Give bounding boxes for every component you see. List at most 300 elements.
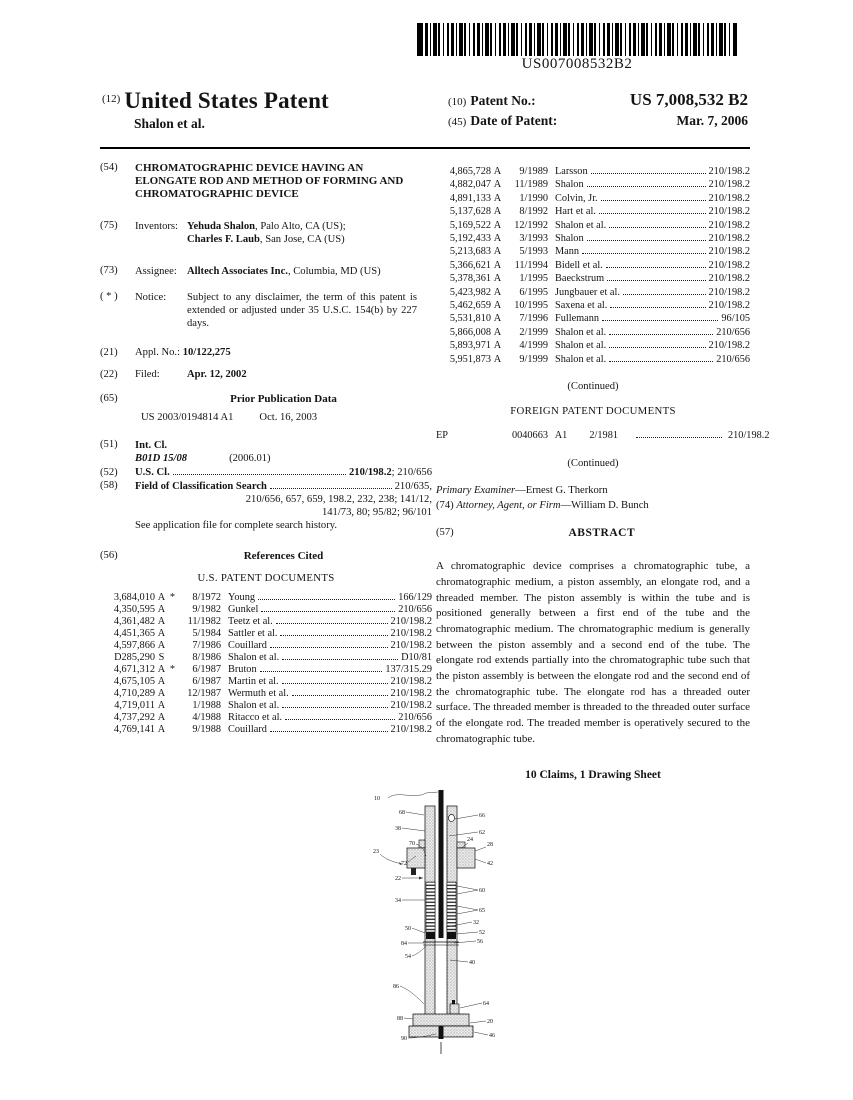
examiner-label: Primary Examiner (436, 485, 516, 497)
citation-number: 4,891,133 (449, 192, 491, 204)
citation-number: 5,866,008 (449, 326, 491, 338)
appl-no-block (135, 347, 432, 358)
citation-kind: A (493, 179, 502, 191)
section-52 (100, 467, 432, 478)
citation-name: Mann (555, 246, 580, 258)
figure-ref-label: 40 (469, 960, 475, 966)
citation-date: 9/1982 (192, 604, 221, 615)
intcl-row (135, 452, 432, 465)
notice-num: ( * ) (100, 291, 118, 302)
figure-ref-label: 50 (405, 926, 411, 932)
citation-number: 5,951,873 (449, 353, 491, 365)
citation-kind: A (157, 592, 166, 603)
citation-kind: A (493, 233, 502, 245)
citation-number: 4,710,289 (113, 688, 155, 699)
citation-date: 9/1999 (519, 353, 548, 365)
date-value: Mar. 7, 2006 (676, 113, 748, 128)
us-patent-list-left (100, 592, 432, 736)
citation-name: Shalon et al. (555, 326, 607, 338)
claims-line: 10 Claims, 1 Drawing Sheet (525, 768, 661, 781)
citation-date: 1/1990 (519, 192, 548, 204)
dot-leader (173, 474, 346, 475)
patent-drawing (366, 786, 518, 1056)
abstract-header: ABSTRACT (568, 527, 636, 540)
citation-class: 166/129 (398, 592, 432, 603)
dot-leader (587, 240, 706, 241)
citation-kind: A (157, 688, 166, 699)
section-65-num: (65) (100, 393, 118, 404)
citation-name: Couillard (228, 724, 267, 735)
section-54 (100, 162, 432, 201)
citation-class: D10/81 (401, 652, 432, 663)
abstract-text: A chromatographic device comprises a chromatographic tube, a chromatographic medium, a piston assembly, an elongate rod, and a threaded member. The piston assembly is within the tube and is positioned generally between a first end of the tube and the chromatographic medium. The chromatographic medium is generally between the piston assembly and a second end of the tube. The elongate rod extends partially into the chromatographic tube such that the piston assembly is between the elongate rod and the second end of the chromatographic tube. The elongate rod has a threaded outer surface. The threaded member is threaded to the threaded outer surface of the elongate rod. The treaded member is operatively secured to the chromatographic tube. (436, 560, 750, 745)
citation-number: 5,531,810 (449, 313, 491, 325)
elongate-rod (439, 790, 444, 938)
attorney-label: Attorney, Agent, or Firm (456, 499, 561, 511)
citation-date: 6/1987 (192, 664, 221, 675)
citation-kind: A (157, 664, 166, 675)
date-label: Date of Patent: (470, 113, 558, 128)
figure-ref-label: 23 (373, 849, 379, 855)
foreign-country: EP (436, 430, 449, 442)
section-56-num: (56) (100, 550, 118, 561)
citation-row (100, 724, 432, 736)
section-58-num: (58) (100, 480, 118, 491)
citation-name: Saxena et al. (555, 300, 608, 312)
citation-date: 9/1989 (519, 166, 548, 177)
citation-row (100, 676, 432, 688)
citation-class: 210/656 (398, 712, 432, 723)
figure-ref-label: 88 (397, 1016, 403, 1022)
citation-date: 3/1993 (519, 233, 548, 245)
citation-date: 11/1982 (187, 616, 221, 627)
figure-ref-label: 42 (487, 861, 493, 867)
continued-note-2: (Continued) (567, 458, 619, 470)
figure-ref-label: 52 (479, 930, 485, 936)
citation-number: 5,366,621 (449, 259, 491, 271)
section-75 (100, 220, 432, 246)
citation-date: 5/1984 (192, 628, 221, 639)
inventor-1-rest: , Palo Alto, CA (US); (255, 221, 346, 232)
dot-leader (292, 695, 388, 696)
section-51-num: (51) (100, 439, 118, 450)
field-label: Field of Classification Search (135, 481, 267, 492)
citation-row (436, 326, 750, 339)
patent-no-label: Patent No.: (470, 93, 536, 108)
citation-number: 5,137,628 (449, 206, 491, 218)
citation-number: 5,169,522 (449, 219, 491, 231)
foreign-class: 210/198.2 (728, 430, 770, 442)
figure-ref-label: 84 (401, 941, 407, 947)
citation-kind: A (493, 286, 502, 298)
citation-class: 210/198.2 (390, 676, 432, 687)
citation-name: Teetz et al. (228, 616, 273, 627)
section-22-num: (22) (100, 369, 118, 380)
figure-ref-label: 70 (409, 841, 415, 847)
pubdata-header: Prior Publication Data (230, 393, 337, 405)
citation-number: 5,893,971 (449, 340, 491, 352)
citation-kind: A (157, 604, 166, 615)
intcl-block (135, 439, 432, 465)
citation-row (436, 312, 750, 325)
citation-kind: A (493, 273, 502, 285)
citation-class: 210/198.2 (708, 259, 750, 271)
field-search-block (135, 480, 432, 532)
citation-date: 4/1999 (519, 340, 548, 352)
citation-name: Gunkel (228, 604, 259, 615)
citation-name: Ritacco et al. (228, 712, 283, 723)
dot-leader (609, 361, 713, 362)
pubdata-row (141, 412, 432, 423)
pub-date: Oct. 16, 2003 (259, 412, 318, 423)
figure-ref-label: 38 (395, 826, 401, 832)
foreign-date: 2/1981 (589, 430, 618, 442)
citation-date: 7/1996 (519, 313, 548, 325)
dot-leader (607, 280, 705, 281)
foreign-number: 0040663 (511, 430, 548, 442)
continued-note-1: (Continued) (567, 381, 619, 393)
citation-name: Young (228, 592, 255, 603)
field-line3: 141/73, 80; 95/82; 96/101 (321, 507, 432, 518)
citation-number: 4,597,866 (113, 640, 155, 651)
citation-class: 210/198.2 (708, 192, 750, 204)
right-column (436, 160, 770, 781)
dot-leader (285, 719, 395, 720)
citation-date: 4/1988 (192, 712, 221, 723)
citation-row (100, 664, 432, 676)
citation-row (436, 272, 750, 285)
notice-text: Subject to any disclaimer, the term of this patent is extended or adjusted under 35 U.S.C. 154(b) by 227 days. (187, 292, 417, 329)
citation-number: 4,671,312 (113, 664, 155, 675)
pubdata-block (135, 393, 432, 423)
citation-kind: A (493, 300, 502, 312)
filed-block (135, 369, 432, 380)
uscl-primary: 210/198.2 (349, 467, 392, 478)
figure-ref-label: 72 (401, 861, 407, 867)
barcode (417, 23, 737, 56)
citation-name: Sattler et al. (228, 628, 278, 639)
page-title: United States Patent (124, 88, 329, 113)
intcl-label: Int. Cl. (135, 440, 168, 451)
citation-star: * (169, 664, 176, 675)
citation-class: 210/198.2 (390, 628, 432, 639)
citation-class: 210/198.2 (708, 179, 750, 191)
citation-date: 1/1995 (519, 273, 548, 285)
figure-ref-label: 56 (477, 939, 483, 945)
citation-row (436, 339, 750, 352)
date-row (448, 113, 748, 129)
dot-leader (609, 227, 705, 228)
figure-ref-label: 90 (401, 1036, 407, 1042)
dot-leader (260, 671, 383, 672)
citation-kind: A (493, 166, 502, 177)
figure-ref-label: 34 (395, 898, 401, 904)
citation-class: 210/198.2 (708, 219, 750, 231)
citation-number: 4,882,047 (449, 179, 491, 191)
citation-date: 2/1999 (519, 326, 548, 338)
header-rule (100, 147, 750, 149)
attorney-line (436, 499, 750, 514)
uscl-row (135, 467, 432, 478)
dot-leader (606, 267, 706, 268)
header-left (102, 88, 329, 132)
dot-leader (582, 253, 705, 254)
examiner-name: —Ernest G. Therkorn (515, 485, 608, 497)
section-22 (100, 369, 432, 380)
citation-kind: A (157, 616, 166, 627)
citation-date: 8/1986 (192, 652, 221, 663)
citation-row (436, 259, 750, 272)
citation-row (100, 616, 432, 628)
section-51 (100, 439, 432, 465)
citation-number: 5,192,433 (449, 233, 491, 245)
citation-kind: A (493, 353, 502, 365)
citation-row (100, 688, 432, 700)
citation-class: 210/198.2 (708, 273, 750, 285)
citation-date: 6/1995 (519, 286, 548, 298)
field-note: See application file for complete search history. (135, 520, 337, 531)
dot-leader (270, 731, 388, 732)
intcl-year: (2006.01) (229, 453, 271, 464)
citation-class: 210/198.2 (390, 616, 432, 627)
uscl-label: U.S. Cl. (135, 467, 170, 478)
citation-name: Bidell et al. (555, 259, 603, 271)
citation-name: Wermuth et al. (228, 688, 289, 699)
citation-date: 1/1988 (192, 700, 221, 711)
citation-number: 4,451,365 (113, 628, 155, 639)
citation-name: Shalon et al. (228, 700, 280, 711)
attorney-name: —William D. Bunch (560, 499, 649, 511)
citation-kind: A (493, 313, 502, 325)
figure-ref-label: 65 (479, 908, 485, 914)
citation-row (100, 628, 432, 640)
citation-row (436, 353, 750, 366)
citation-number: 5,423,982 (449, 286, 491, 298)
inventors-block (135, 220, 432, 246)
citation-row (100, 640, 432, 652)
dot-leader (610, 307, 705, 308)
abstract-num: (57) (436, 527, 454, 539)
citation-row (436, 165, 750, 178)
citation-class: 210/198.2 (708, 340, 750, 352)
section-21-num: (21) (100, 347, 118, 358)
citation-name: Shalon (555, 233, 584, 245)
abstract-header-row (436, 527, 750, 539)
dot-leader (282, 683, 388, 684)
patent-no-value: US 7,008,532 B2 (629, 90, 748, 109)
pub-no: US 2003/0194814 A1 (141, 412, 234, 423)
kind-code-12: (12) (102, 93, 121, 105)
citation-class: 137/315.29 (385, 664, 432, 675)
figure-ref-label: 20 (487, 1019, 493, 1025)
figure-ref-label: 10 (374, 796, 380, 802)
citation-number: 4,865,728 (449, 166, 491, 177)
figure-ref-label: 28 (487, 842, 493, 848)
citation-row (436, 232, 750, 245)
citation-number: 5,213,683 (449, 246, 491, 258)
filed-label: Filed: (135, 369, 160, 380)
citation-kind: A (493, 246, 502, 258)
citation-kind: A (157, 640, 166, 651)
citation-number: 4,737,292 (113, 712, 155, 723)
assignee-name: Alltech Associates Inc. (187, 266, 288, 277)
citation-row (436, 178, 750, 191)
citation-class: 210/656 (398, 604, 432, 615)
citation-date: 11/1994 (514, 259, 548, 271)
citation-class: 210/198.2 (708, 286, 750, 298)
citation-kind: A (493, 326, 502, 338)
dot-leader (587, 186, 706, 187)
invention-title: CHROMATOGRAPHIC DEVICE HAVING AN ELONGATE ROD AND METHOD OF FORMING AND CHROMATOGRAPHIC DEVICE (135, 162, 404, 200)
citation-class: 210/198.2 (390, 640, 432, 651)
citation-row (436, 205, 750, 218)
citation-name: Larsson (555, 166, 588, 177)
section-56 (100, 550, 432, 562)
citation-class: 210/198.2 (390, 724, 432, 735)
section-notice (100, 291, 432, 330)
citation-row (436, 245, 750, 258)
inventors-label: Inventors: (135, 221, 178, 232)
filed-value: Apr. 12, 2002 (187, 369, 247, 380)
citation-kind: A (493, 206, 502, 218)
citation-name: Shalon et al. (555, 353, 607, 365)
dot-leader (270, 488, 392, 489)
section-58 (100, 480, 432, 532)
dot-leader (282, 707, 387, 708)
assignee-value (187, 265, 425, 278)
foreign-citation-row (436, 430, 770, 442)
us-patent-documents-header: U.S. PATENT DOCUMENTS (197, 572, 335, 584)
figure-ref-label: 32 (473, 920, 479, 926)
citation-number: 4,769,141 (113, 724, 155, 735)
field-line2: 210/656, 657, 659, 198.2, 232, 238; 141/12, (245, 494, 432, 505)
citation-name: Jungbauer et al. (555, 286, 620, 298)
citation-kind: A (157, 628, 166, 639)
citation-kind: A (493, 219, 502, 231)
citation-date: 6/1987 (192, 676, 221, 687)
inventors-value (187, 220, 425, 246)
figure-ref-label: 46 (489, 1033, 495, 1039)
citation-class: 210/656 (716, 353, 750, 365)
field-line1: 210/635, (394, 481, 432, 492)
uscl-value (349, 467, 432, 478)
citation-name: Colvin, Jr. (555, 192, 598, 204)
figure-ref-label: 66 (479, 813, 485, 819)
dot-leader (602, 320, 718, 321)
citation-row (436, 286, 750, 299)
section-73 (100, 265, 432, 278)
left-column (100, 162, 432, 736)
dot-leader (258, 599, 395, 600)
citation-row (436, 299, 750, 312)
code-10: (10) (448, 96, 467, 108)
foreign-patent-documents-header: FOREIGN PATENT DOCUMENTS (510, 405, 676, 418)
citation-date: 12/1992 (514, 219, 548, 231)
citation-name: Hart et al. (555, 206, 596, 218)
citation-row (100, 712, 432, 724)
section-65 (100, 393, 432, 423)
citation-class: 210/198.2 (708, 233, 750, 245)
dot-leader (609, 347, 705, 348)
citation-row (100, 700, 432, 712)
citation-name: Bruton (228, 664, 257, 675)
field-row-1 (135, 480, 432, 493)
citation-class: 210/198.2 (708, 300, 750, 312)
figure-ref-label: 68 (399, 810, 405, 816)
citation-date: 8/1972 (192, 592, 221, 603)
attorney-num: (74) (436, 499, 454, 511)
citation-number: 4,675,105 (113, 676, 155, 687)
citation-number: 5,378,361 (449, 273, 491, 285)
citation-date: 10/1995 (514, 300, 548, 312)
figure-ref-label: 86 (393, 984, 399, 990)
citation-date: 11/1989 (514, 179, 548, 191)
citation-name: Couillard (228, 640, 267, 651)
citation-class: 210/198.2 (708, 206, 750, 218)
citation-row (100, 592, 432, 604)
figure-ref-label: 64 (483, 1001, 489, 1007)
citation-name: Shalon et al. (228, 652, 280, 663)
notice-block (135, 291, 432, 330)
citation-kind: A (157, 724, 166, 735)
citation-row (100, 652, 432, 664)
inventor-2-name: Charles F. Laub (187, 234, 260, 245)
assignee-label: Assignee: (135, 266, 177, 277)
assignee-rest: , Columbia, MD (US) (287, 266, 381, 277)
appl-no-label: Appl. No.: (135, 347, 181, 358)
inventor-1-name: Yehuda Shalon (187, 221, 256, 232)
citation-number: 4,719,011 (114, 700, 155, 711)
section-21 (100, 347, 432, 358)
citation-class: 210/198.2 (708, 246, 750, 258)
citation-kind: A (157, 676, 166, 687)
citation-star: * (169, 592, 176, 603)
citation-number: 4,361,482 (113, 616, 155, 627)
notice-label: Notice: (135, 292, 167, 303)
citation-name: Shalon et al. (555, 340, 607, 352)
patent-no-row (448, 90, 748, 110)
citation-kind: A (157, 712, 166, 723)
code-45: (45) (448, 116, 467, 128)
figure-ref-label: 60 (479, 888, 485, 894)
citation-date: 9/1988 (192, 724, 221, 735)
rod-detail (449, 814, 455, 821)
dot-leader (261, 611, 395, 612)
citation-number: 4,350,595 (113, 604, 155, 615)
citation-kind: A (493, 340, 502, 352)
citation-date: 12/1987 (187, 688, 221, 699)
dot-leader (599, 213, 706, 214)
citation-kind: A (157, 700, 166, 711)
dot-leader (282, 659, 398, 660)
assignee-block (135, 265, 432, 278)
citation-class: 210/198.2 (390, 700, 432, 711)
dot-leader (609, 334, 713, 335)
dot-leader (270, 647, 388, 648)
us-patent-list-right (436, 160, 750, 366)
citation-class: 96/105 (721, 313, 750, 325)
citation-kind: A (493, 192, 502, 204)
dot-leader (601, 200, 706, 201)
citation-number: D285,290 (114, 652, 155, 663)
dot-leader (276, 623, 388, 624)
citation-number: 3,684,010 (113, 592, 155, 603)
appl-no-value: 10/122,275 (182, 347, 231, 358)
citation-name: Shalon et al. (555, 219, 607, 231)
inventor-2-rest: , San Jose, CA (US) (259, 234, 345, 245)
citation-name: Shalon (555, 179, 584, 191)
citation-number: 5,462,659 (449, 300, 491, 312)
